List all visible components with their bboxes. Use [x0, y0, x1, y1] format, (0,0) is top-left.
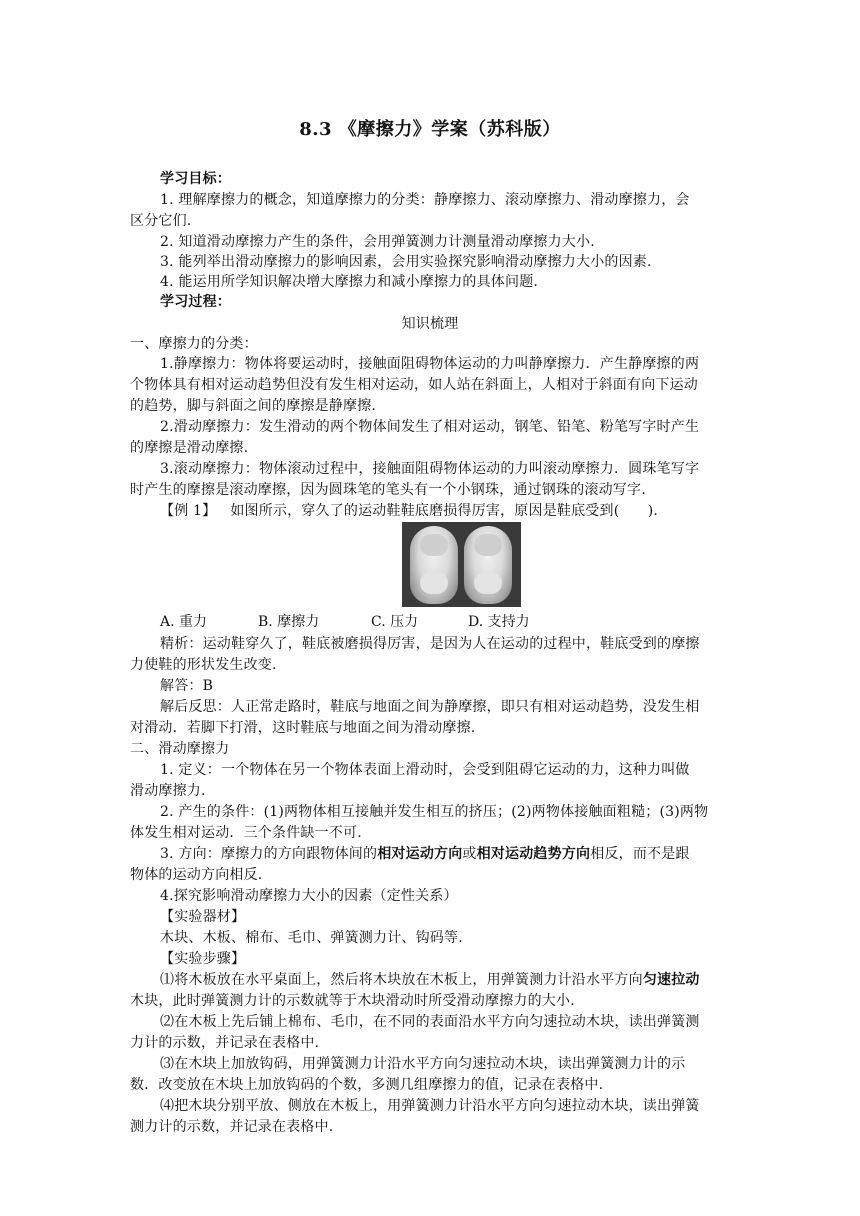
choice-c: C. 压力 [371, 614, 419, 630]
section1-line: 3.滚动摩擦力：物体滚动过程中，接触面阻碍物体运动的力叫滚动摩擦力．圆珠笔写字 [160, 461, 700, 477]
shoe-sole-right [464, 526, 512, 604]
goal-line: 1. 理解摩擦力的概念，知道摩擦力的分类：静摩擦力、滚动摩擦力、滑动摩擦力，会 [160, 192, 690, 208]
answer-line: 解答：B [160, 678, 214, 694]
section1-line: 的摩擦是滑动摩擦. [130, 440, 249, 456]
choice-d: D. 支持力 [468, 614, 530, 630]
explore-heading: 4.探究影响滑动摩擦力大小的因素（定性关系） [160, 888, 458, 904]
bold-relative-trend: 相对运动趋势方向 [476, 846, 591, 862]
example-question [160, 500, 760, 523]
goal-line: 区分它们. [130, 213, 192, 229]
example-question-text: 如图所示，穿久了的运动鞋鞋底磨损得厉害，原因是鞋底受到( ). [230, 503, 659, 519]
step-4-line: ⑷把木块分别平放、侧放在木板上，用弹簧测力计沿水平方向匀速拉动木块，读出弹簧 [160, 1098, 700, 1114]
step-2-line: 力计的示数，并记录在表格中. [130, 1035, 320, 1051]
equipment-list: 木块、木板、棉布、毛巾、弹簧测力计、钩码等. [160, 930, 463, 946]
section1-line: 1.静摩擦力：物体将要运动时，接触面阻碍物体运动的力叫静摩擦力．产生静摩擦的两 [160, 356, 700, 372]
step-1-line: 木块，此时弹簧测力计的示数就等于木块滑动时所受滑动摩擦力的大小. [130, 993, 575, 1009]
section1-line: 2.滑动摩擦力：发生滑动的两个物体间发生了相对运动，钢笔、铅笔、粉笔写字时产生 [160, 419, 700, 435]
choice-b: B. 摩擦力 [258, 614, 320, 630]
step-4-line: 测力计的示数，并记录在表格中. [130, 1119, 334, 1135]
choice-a: A. 重力 [160, 614, 208, 630]
direction-line: 物体的运动方向相反. [130, 867, 263, 883]
example-label: 【例 1】 [160, 503, 217, 519]
section1-heading: 一、摩擦力的分类： [130, 336, 258, 352]
section2-heading: 二、滑动摩擦力 [130, 741, 230, 757]
analysis-line: 精析：运动鞋穿久了，鞋底被磨损得厉害，是因为人在运动的过程中，鞋底受到的摩擦 [160, 636, 700, 652]
equipment-heading: 【实验器材】 [160, 909, 246, 925]
reflection-line: 解后反思：人正常走路时，鞋底与地面之间为静摩擦，即只有相对运动趋势，没发生相 [160, 699, 700, 715]
condition-line: 体发生相对运动．三个条件缺一不可. [130, 825, 362, 841]
process-heading: 学习过程： [160, 294, 231, 310]
reflection-line: 对滑动．若脚下打滑，这时鞋底与地面之间为滑动摩擦. [130, 720, 476, 736]
definition-line: 滑动摩擦力. [130, 783, 206, 799]
section1-line: 时产生的摩擦是滚动摩擦，因为圆珠笔的笔头有一个小钢珠，通过钢珠的滚动写字. [130, 482, 646, 498]
worn-shoes-photo [402, 522, 521, 607]
analysis-line: 力使鞋的形状发生改变. [130, 657, 277, 673]
goal-line: 4. 能运用所学知识解决增大摩擦力和减小摩擦力的具体问题. [160, 274, 539, 290]
step-3-line: 数．改变放在木块上加放钩码的个数，多测几组摩擦力的值，记录在表格中. [130, 1077, 604, 1093]
condition-line: 2. 产生的条件：(1)两物体相互接触并发生相互的挤压；(2)两物体接触面粗糙；(3)两物 [160, 804, 709, 820]
section1-line: 个物体具有相对运动趋势但没有发生相对运动，如人站在斜面上，人相对于斜面有向下运动 [130, 377, 698, 393]
shoe-sole-left [410, 526, 458, 604]
bold-relative-motion: 相对运动方向 [377, 846, 463, 862]
direction-line: 3. 方向：摩擦力的方向跟物体间的相对运动方向或相对运动趋势方向相反，而不是跟 [160, 846, 690, 862]
step-3-line: ⑶在木块上加放钩码，用弹簧测力计沿水平方向匀速拉动木块，读出弹簧测力计的示 [160, 1056, 686, 1072]
steps-heading: 【实验步骤】 [160, 951, 246, 967]
goals-heading: 学习目标： [160, 171, 231, 187]
goal-line: 2. 知道滑动摩擦力产生的条件，会用弹簧测力计测量滑动摩擦力大小. [160, 234, 595, 250]
definition-line: 1. 定义：一个物体在另一个物体表面上滑动时，会受到阻碍它运动的力，这种力叫做 [160, 762, 690, 778]
step-2-line: ⑵在木板上先后铺上棉布、毛巾，在不同的表面沿水平方向匀速拉动木块，读出弹簧测 [160, 1014, 700, 1030]
document-title: 8.3 《摩擦力》学案（苏科版） [299, 119, 561, 140]
knowledge-heading: 知识梳理 [401, 316, 459, 332]
step-1-line: ⑴将木板放在水平桌面上，然后将木块放在木板上，用弹簧测力计沿水平方向匀速拉动 [160, 972, 700, 988]
section1-line: 的趋势，脚与斜面之间的摩擦是静摩擦. [130, 398, 377, 414]
bold-uniform-pull: 匀速拉动 [642, 972, 700, 988]
goal-line: 3. 能列举出滑动摩擦力的影响因素，会用实验探究影响滑动摩擦力大小的因素. [160, 254, 652, 270]
